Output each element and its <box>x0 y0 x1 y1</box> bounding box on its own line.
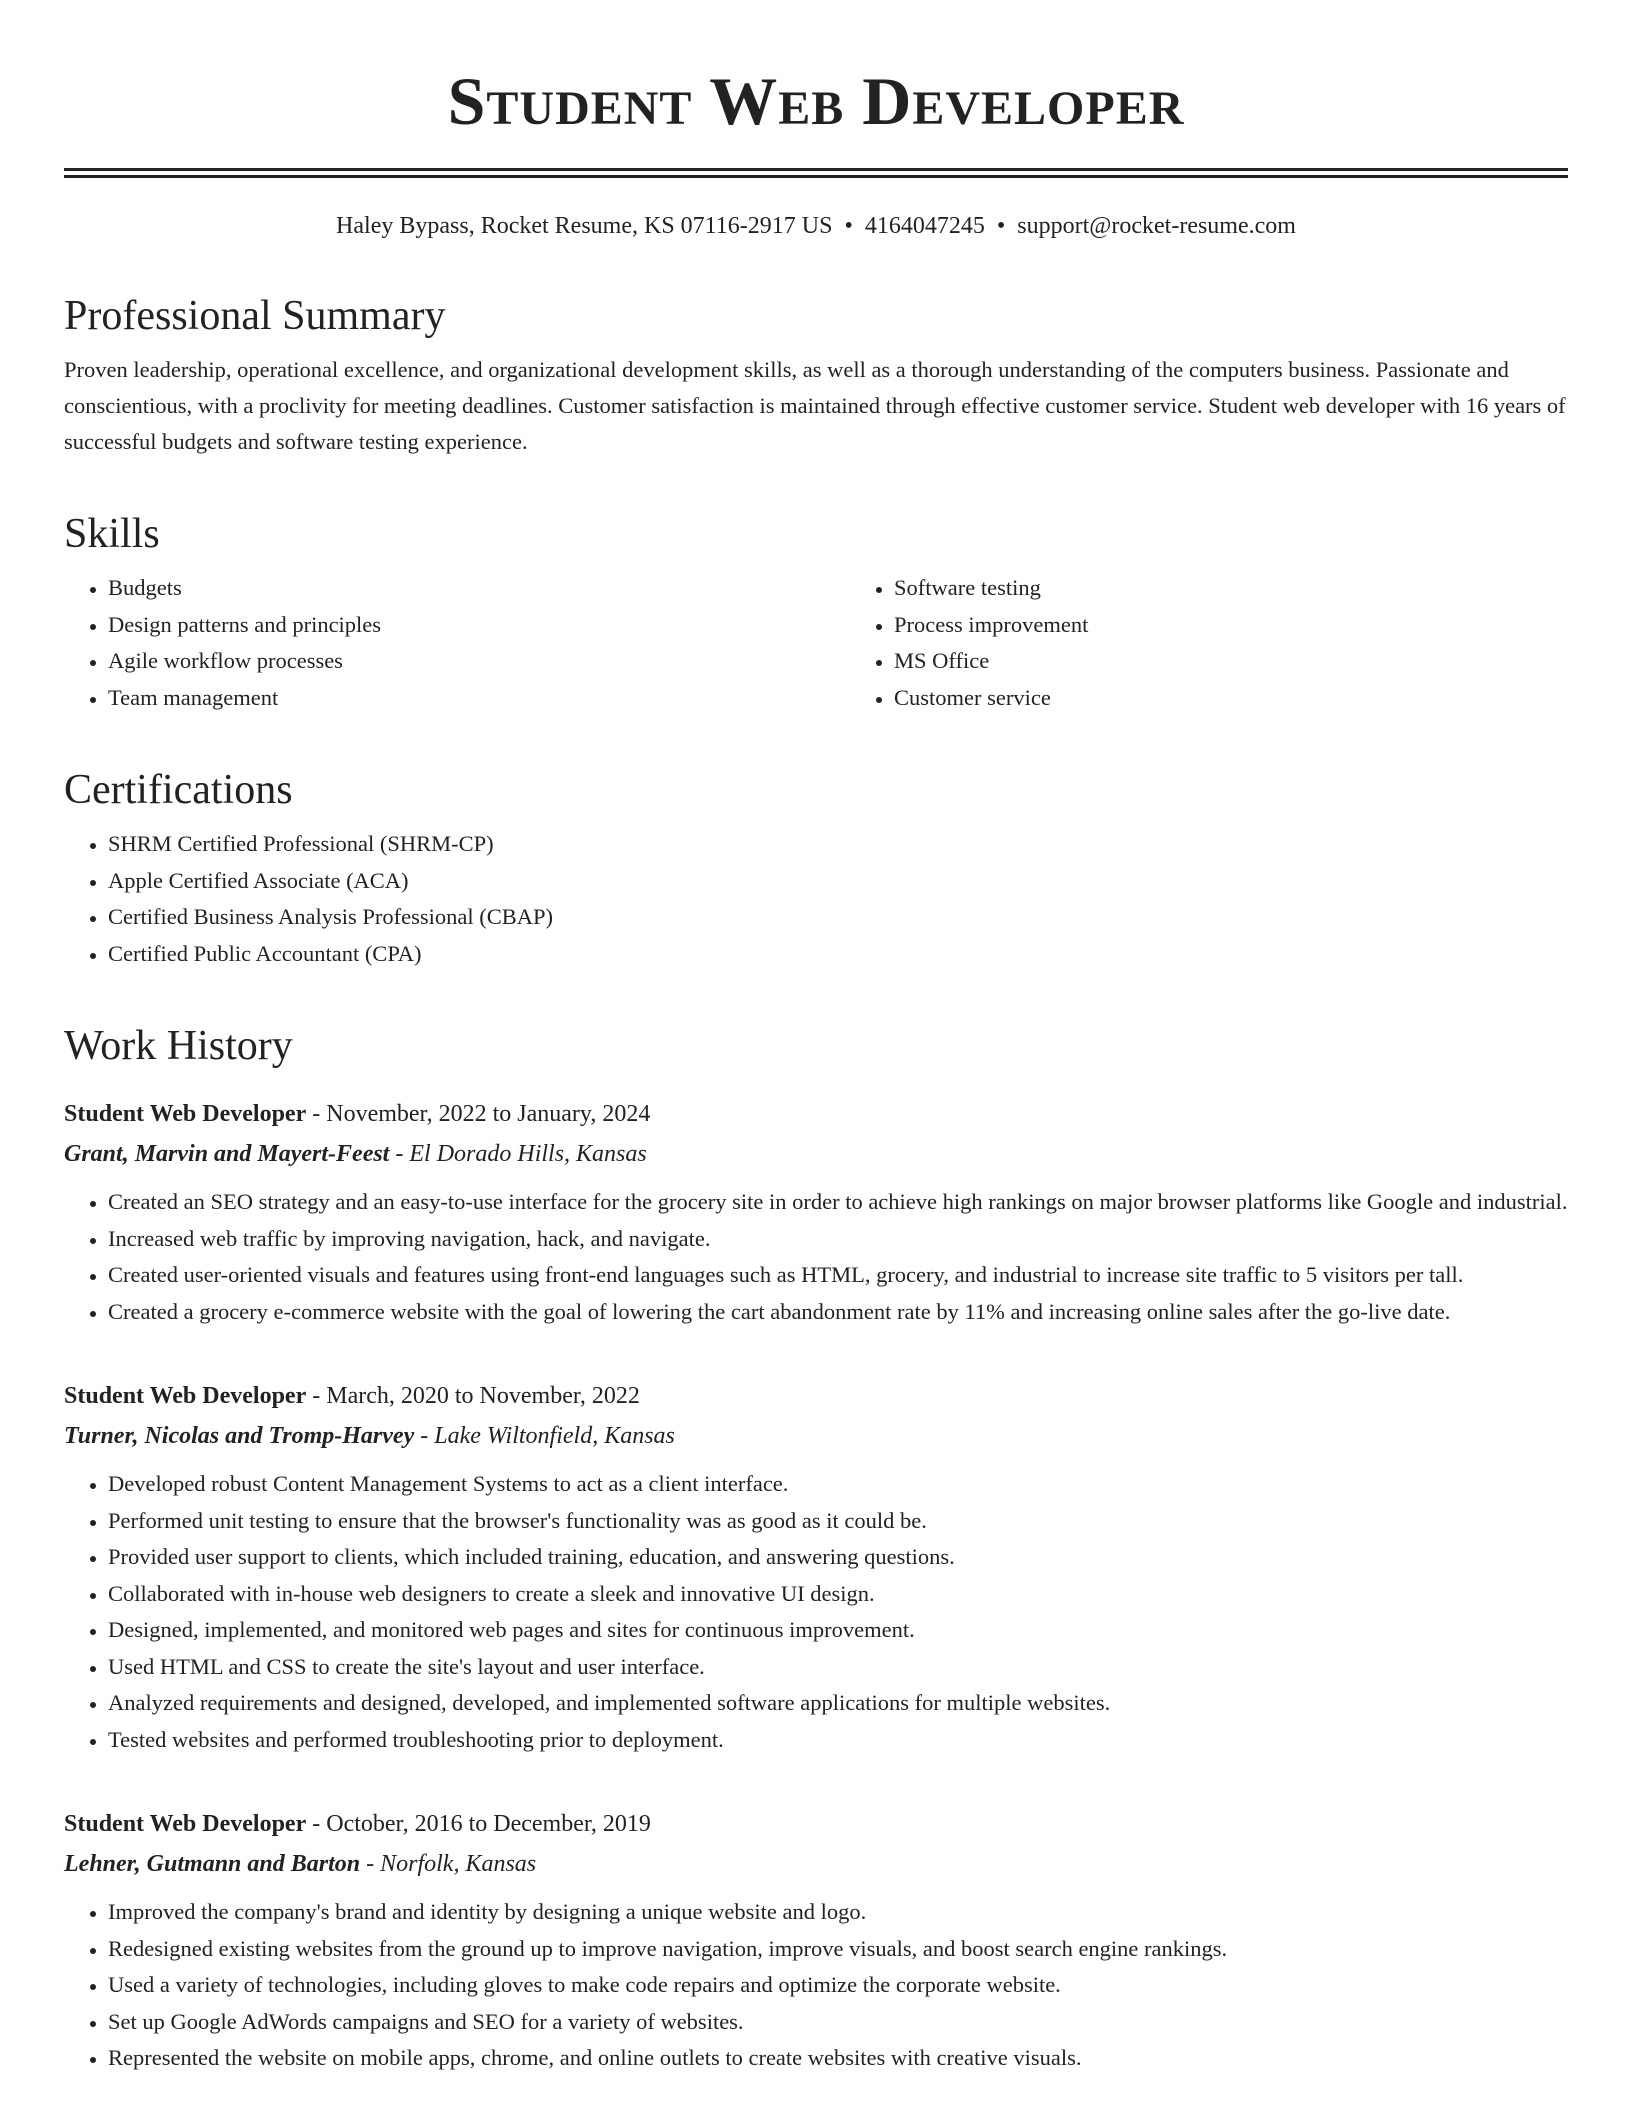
job-company: Lehner, Gutmann and Barton <box>64 1851 361 1877</box>
certifications-section <box>64 764 1568 972</box>
job-bullet: • Analyzed requirements and designed, developed, and implemented software applications for multiple websites. <box>108 1685 1568 1722</box>
job-bullet: • Used a variety of technologies, including gloves to make code repairs and optimize the corporate website. <box>108 1967 1568 2004</box>
job-title: Student Web Developer <box>64 1101 307 1127</box>
summary-text: Proven leadership, operational excellence, and organizational development skills, as well as a thorough understanding of the computers business. Passionate and conscientious, with a proclivity for meeting deadlines. Customer satisfaction is maintained through effective customer service. Student web developer with 16 years of successful budgets and software testing experience. <box>64 357 1566 454</box>
certification-item: • Certified Business Analysis Professional (CBAP) <box>108 899 1568 936</box>
skills-list-left <box>64 570 850 716</box>
skill-item: • Customer service <box>894 680 1594 717</box>
job-entry <box>64 1094 1568 1330</box>
certifications-list <box>64 826 1568 972</box>
certification-item: • Apple Certified Associate (ACA) <box>108 863 1568 900</box>
certification-item: • Certified Public Accountant (CPA) <box>108 936 1568 973</box>
job-company: Turner, Nicolas and Tromp-Harvey <box>64 1423 415 1449</box>
skills-section <box>64 508 1568 716</box>
job-title-line: Student Web Developer - November, 2022 to January, 2024 <box>64 1101 651 1127</box>
certification-item: • SHRM Certified Professional (SHRM-CP) <box>108 826 1568 863</box>
job-company-line: Turner, Nicolas and Tromp-Harvey - Lake Wiltonfield, Kansas <box>64 1423 675 1449</box>
job-company-line: Grant, Marvin and Mayert-Feest - El Dorado Hills, Kansas <box>64 1141 647 1167</box>
job-bullet: • Created user-oriented visuals and features using front-end languages such as HTML, grocery, and industrial to increase site traffic to 5 visitors per tall. <box>108 1257 1568 1294</box>
job-company: Grant, Marvin and Mayert-Feest <box>64 1141 390 1167</box>
job-bullets <box>64 1466 1568 1758</box>
job-location: El Dorado Hills, Kansas <box>409 1141 647 1167</box>
job-bullet: • Redesigned existing websites from the ground up to improve navigation, improve visuals, and boost search engine rankings. <box>108 1931 1568 1968</box>
job-bullet: • Used HTML and CSS to create the site's layout and user interface. <box>108 1649 1568 1686</box>
skills-heading: Skills <box>64 511 160 557</box>
job-bullet: • Set up Google AdWords campaigns and SEO for a variety of websites. <box>108 2004 1568 2041</box>
skills-columns <box>64 570 1568 716</box>
job-dates: October, 2016 to December, 2019 <box>326 1811 651 1837</box>
contact-phone[interactable]: 4164047245 <box>864 213 985 239</box>
job-bullet: • Collaborated with in-house web designers to create a sleek and innovative UI design. <box>108 1576 1568 1613</box>
job-title-line: Student Web Developer - March, 2020 to November, 2022 <box>64 1383 640 1409</box>
skill-item: • Budgets <box>108 570 850 607</box>
job-dates: March, 2020 to November, 2022 <box>326 1383 640 1409</box>
skill-item: • Process improvement <box>894 607 1594 644</box>
candidate-name: Student Web Developer <box>447 63 1185 139</box>
job-location: Lake Wiltonfield, Kansas <box>434 1423 675 1449</box>
job-bullet: • Performed unit testing to ensure that the browser's functionality was as good as it could be. <box>108 1503 1568 1540</box>
job-bullet: • Improved the company's brand and identity by designing a unique website and logo. <box>108 1894 1568 1931</box>
job-title: Student Web Developer <box>64 1811 307 1837</box>
job-bullet: • Created an SEO strategy and an easy-to-use interface for the grocery site in order to achieve high rankings on major browser platforms like Google and industrial. <box>108 1184 1568 1221</box>
summary-section <box>64 290 1568 460</box>
job-entry <box>64 1376 1568 1758</box>
job-bullet: • Provided user support to clients, which included training, education, and answering questions. <box>108 1539 1568 1576</box>
contact-separator: • <box>844 213 853 239</box>
job-bullets <box>64 1894 1568 2077</box>
job-title: Student Web Developer <box>64 1383 307 1409</box>
skill-item: • Software testing <box>894 570 1594 607</box>
skills-list-right <box>850 570 1594 716</box>
job-bullet: • Created a grocery e-commerce website with the goal of lowering the cart abandonment rate by 11% and increasing online sales after the go-live date. <box>108 1294 1568 1331</box>
job-entry <box>64 1804 1568 2077</box>
job-title-line: Student Web Developer - October, 2016 to December, 2019 <box>64 1811 651 1837</box>
contact-address: Haley Bypass, Rocket Resume, KS 07116-2917 US <box>336 213 833 239</box>
certifications-heading: Certifications <box>64 767 293 813</box>
skill-item: • Agile workflow processes <box>108 643 850 680</box>
skill-item: • Team management <box>108 680 850 717</box>
job-bullet: • Developed robust Content Management Systems to act as a client interface. <box>108 1466 1568 1503</box>
job-bullet: • Increased web traffic by improving navigation, hack, and navigate. <box>108 1221 1568 1258</box>
work-history-section <box>64 1020 1568 2077</box>
skill-item: • Design patterns and principles <box>108 607 850 644</box>
job-bullet: • Designed, implemented, and monitored web pages and sites for continuous improvement. <box>108 1612 1568 1649</box>
contact-email[interactable]: support@rocket-resume.com <box>1017 213 1296 239</box>
summary-heading: Professional Summary <box>64 293 446 339</box>
job-company-line: Lehner, Gutmann and Barton - Norfolk, Kansas <box>64 1851 537 1877</box>
contact-separator: • <box>996 213 1006 239</box>
job-bullets <box>64 1184 1568 1330</box>
job-location: Norfolk, Kansas <box>380 1851 537 1877</box>
job-bullet: • Represented the website on mobile apps, chrome, and online outlets to create websites with creative visuals. <box>108 2040 1568 2077</box>
contact-line <box>64 210 1568 242</box>
resume-content <box>64 0 1568 2077</box>
work-history-heading: Work History <box>64 1023 293 1069</box>
header-double-rule <box>64 168 1568 178</box>
job-dates: November, 2022 to January, 2024 <box>326 1101 651 1127</box>
job-bullet: • Tested websites and performed troubleshooting prior to deployment. <box>108 1722 1568 1759</box>
skill-item: • MS Office <box>894 643 1594 680</box>
